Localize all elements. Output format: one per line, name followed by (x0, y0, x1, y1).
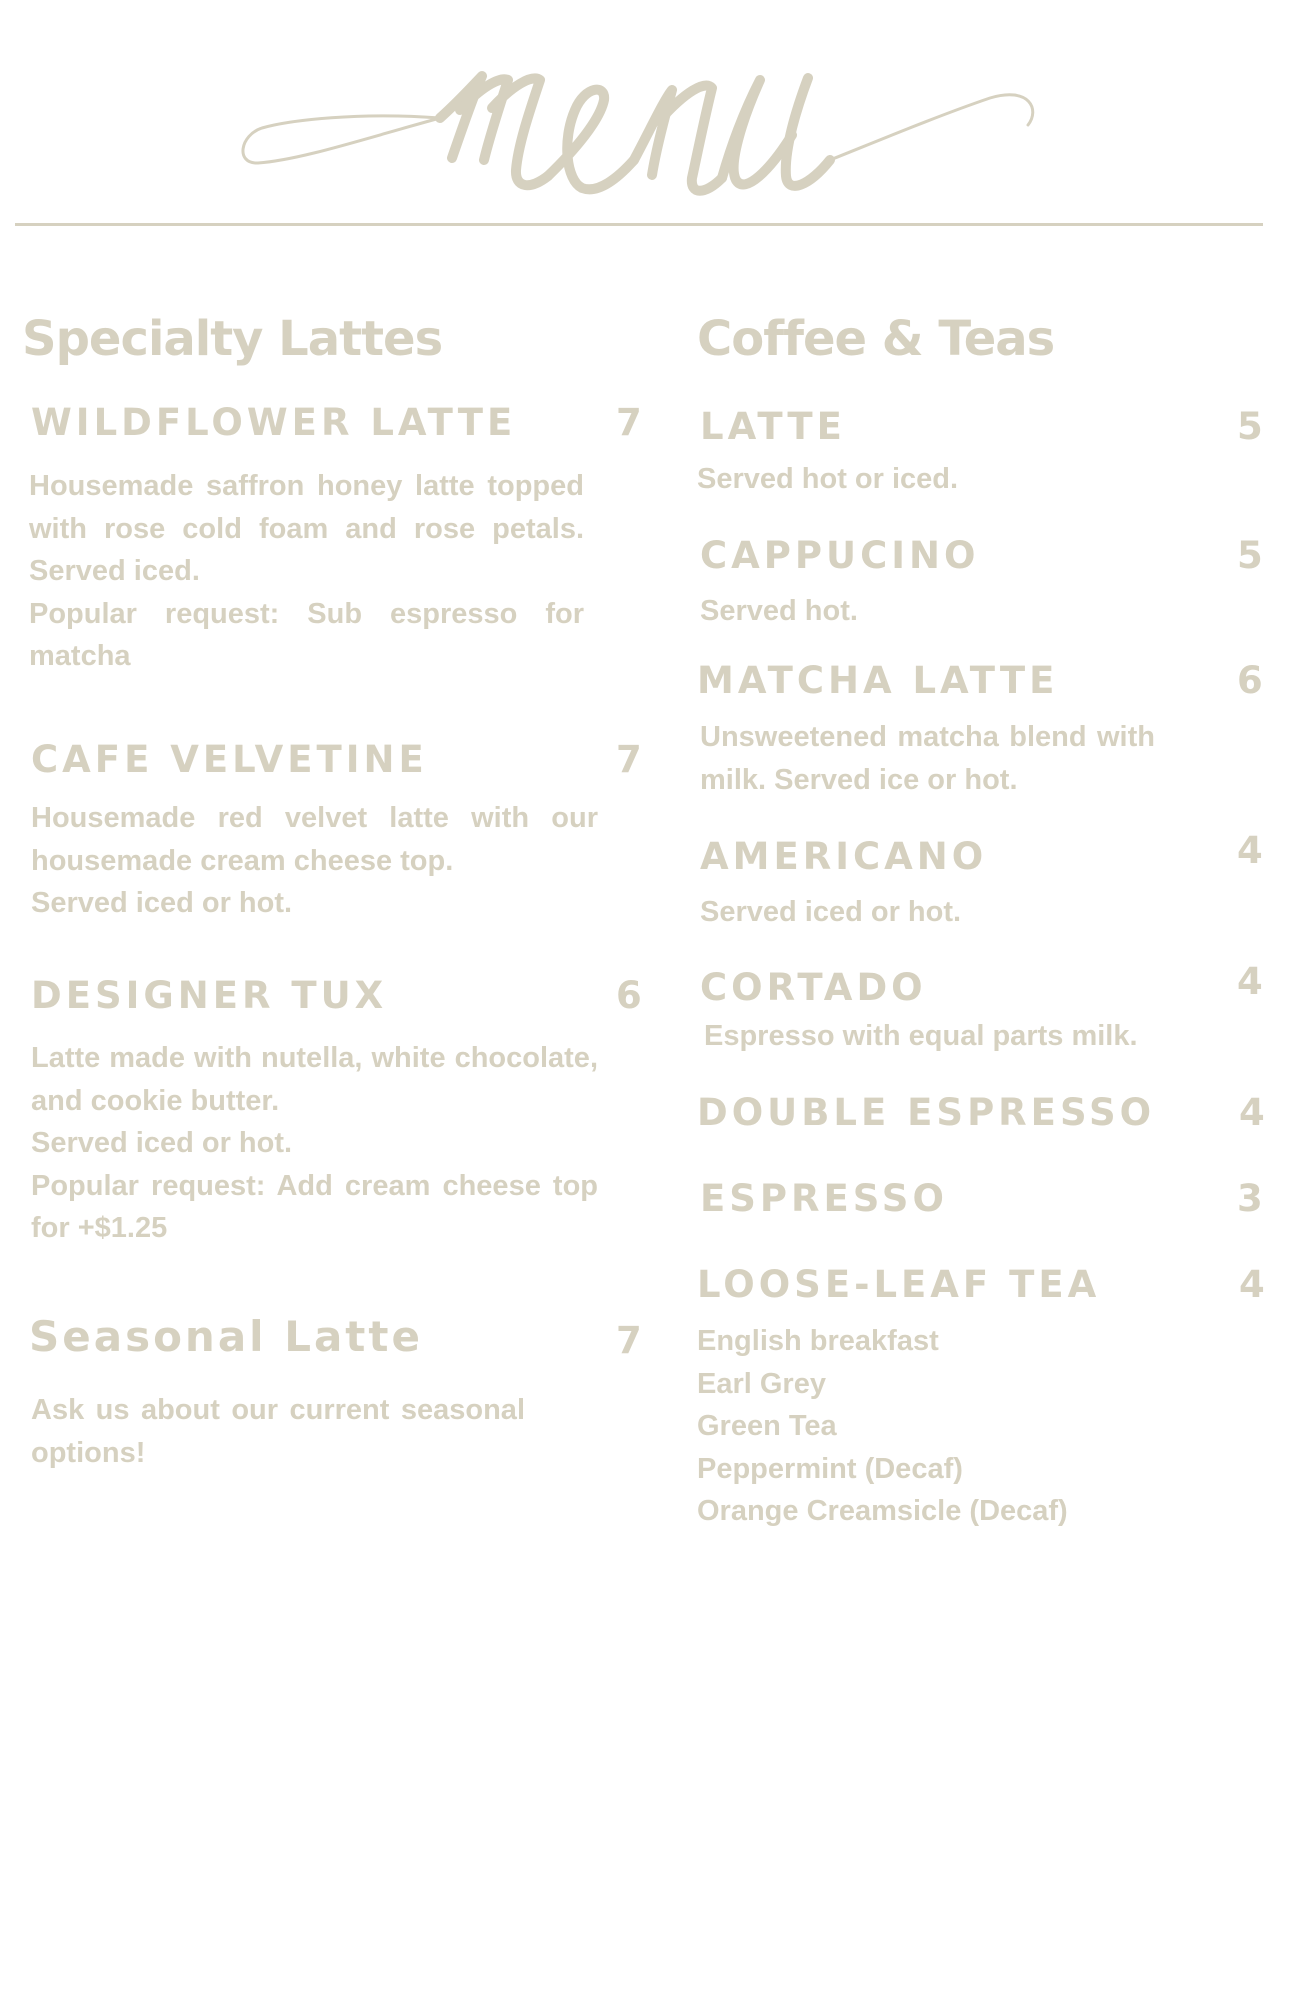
menu-item-name: LATTE (700, 405, 846, 448)
menu-item-price: 3 (1237, 1177, 1263, 1220)
menu-item-name: ESPRESSO (700, 1177, 948, 1220)
menu-item-name: LOOSE-LEAF TEA (697, 1263, 1101, 1306)
menu-item-description (31, 1037, 598, 1250)
list-item: English breakfast (697, 1325, 939, 1357)
menu-item-description: Served hot or iced. (697, 463, 959, 495)
list-item: Earl Grey (697, 1367, 826, 1400)
menu-item-price: 4 (1239, 1263, 1265, 1306)
menu-item-name: Seasonal Latte (29, 1312, 423, 1361)
menu-item-price: 6 (616, 974, 642, 1017)
menu-item-name: CAPPUCINO (700, 534, 980, 577)
list-item: Orange Creamsicle (Decaf) (697, 1495, 1068, 1527)
menu-item-description: Served hot. (700, 595, 858, 627)
description-line: Ask us about our current seasonal options! (31, 1394, 525, 1469)
menu-item-price: 4 (1239, 1091, 1265, 1134)
section-heading-specialty-lattes: Specialty Lattes (22, 311, 443, 367)
menu-item-price: 7 (616, 738, 642, 781)
menu-item-price: 4 (1237, 960, 1263, 1003)
description-line: Housemade saffron honey latte topped with rose cold foam and rose petals. Served iced. (29, 470, 584, 587)
menu-item-name: MATCHA LATTE (697, 659, 1059, 702)
list-item: Peppermint (Decaf) (697, 1452, 963, 1485)
menu-item-description: Espresso with equal parts milk. (704, 1020, 1138, 1052)
menu-item-description (29, 465, 584, 678)
menu-item-name: DESIGNER TUX (31, 974, 388, 1017)
menu-title-script (0, 0, 1294, 230)
menu-item-price: 7 (616, 401, 642, 444)
description-line: Popular request: Sub espresso for matcha (29, 597, 584, 672)
menu-item-name: WILDFLOWER LATTE (31, 401, 517, 444)
menu-item-price: 4 (1237, 829, 1263, 872)
description-line: Housemade red velvet latte with our housemade cream cheese top. (31, 802, 598, 877)
menu-item-name: CORTADO (700, 966, 927, 1009)
menu-item-price: 5 (1237, 405, 1263, 448)
menu-item-price: 7 (616, 1319, 642, 1362)
menu-item-price: 5 (1237, 534, 1263, 577)
description-line: Served iced or hot. (31, 1127, 293, 1159)
list-item: Green Tea (697, 1410, 837, 1442)
section-heading-coffee-teas: Coffee & Teas (697, 311, 1055, 367)
menu-item-price: 6 (1237, 659, 1263, 702)
menu-item-description: Served iced or hot. (700, 896, 962, 928)
menu-item-description (31, 797, 598, 925)
menu-item-description: Unsweetened matcha blend with milk. Served ice or hot. (700, 721, 1155, 796)
title-divider (15, 223, 1263, 226)
menu-item-name: CAFE VELVETINE (31, 738, 428, 781)
tea-options-list (697, 1320, 1068, 1533)
menu-item-description (31, 1389, 525, 1474)
description-line: Served iced or hot. (31, 887, 293, 919)
menu-item-name: DOUBLE ESPRESSO (697, 1091, 1156, 1134)
menu-item-name: AMERICANO (700, 835, 988, 878)
description-line: Latte made with nutella, white chocolate, and cookie butter. (31, 1042, 598, 1117)
description-line: Popular request: Add cream cheese top for +$1.25 (31, 1169, 598, 1244)
